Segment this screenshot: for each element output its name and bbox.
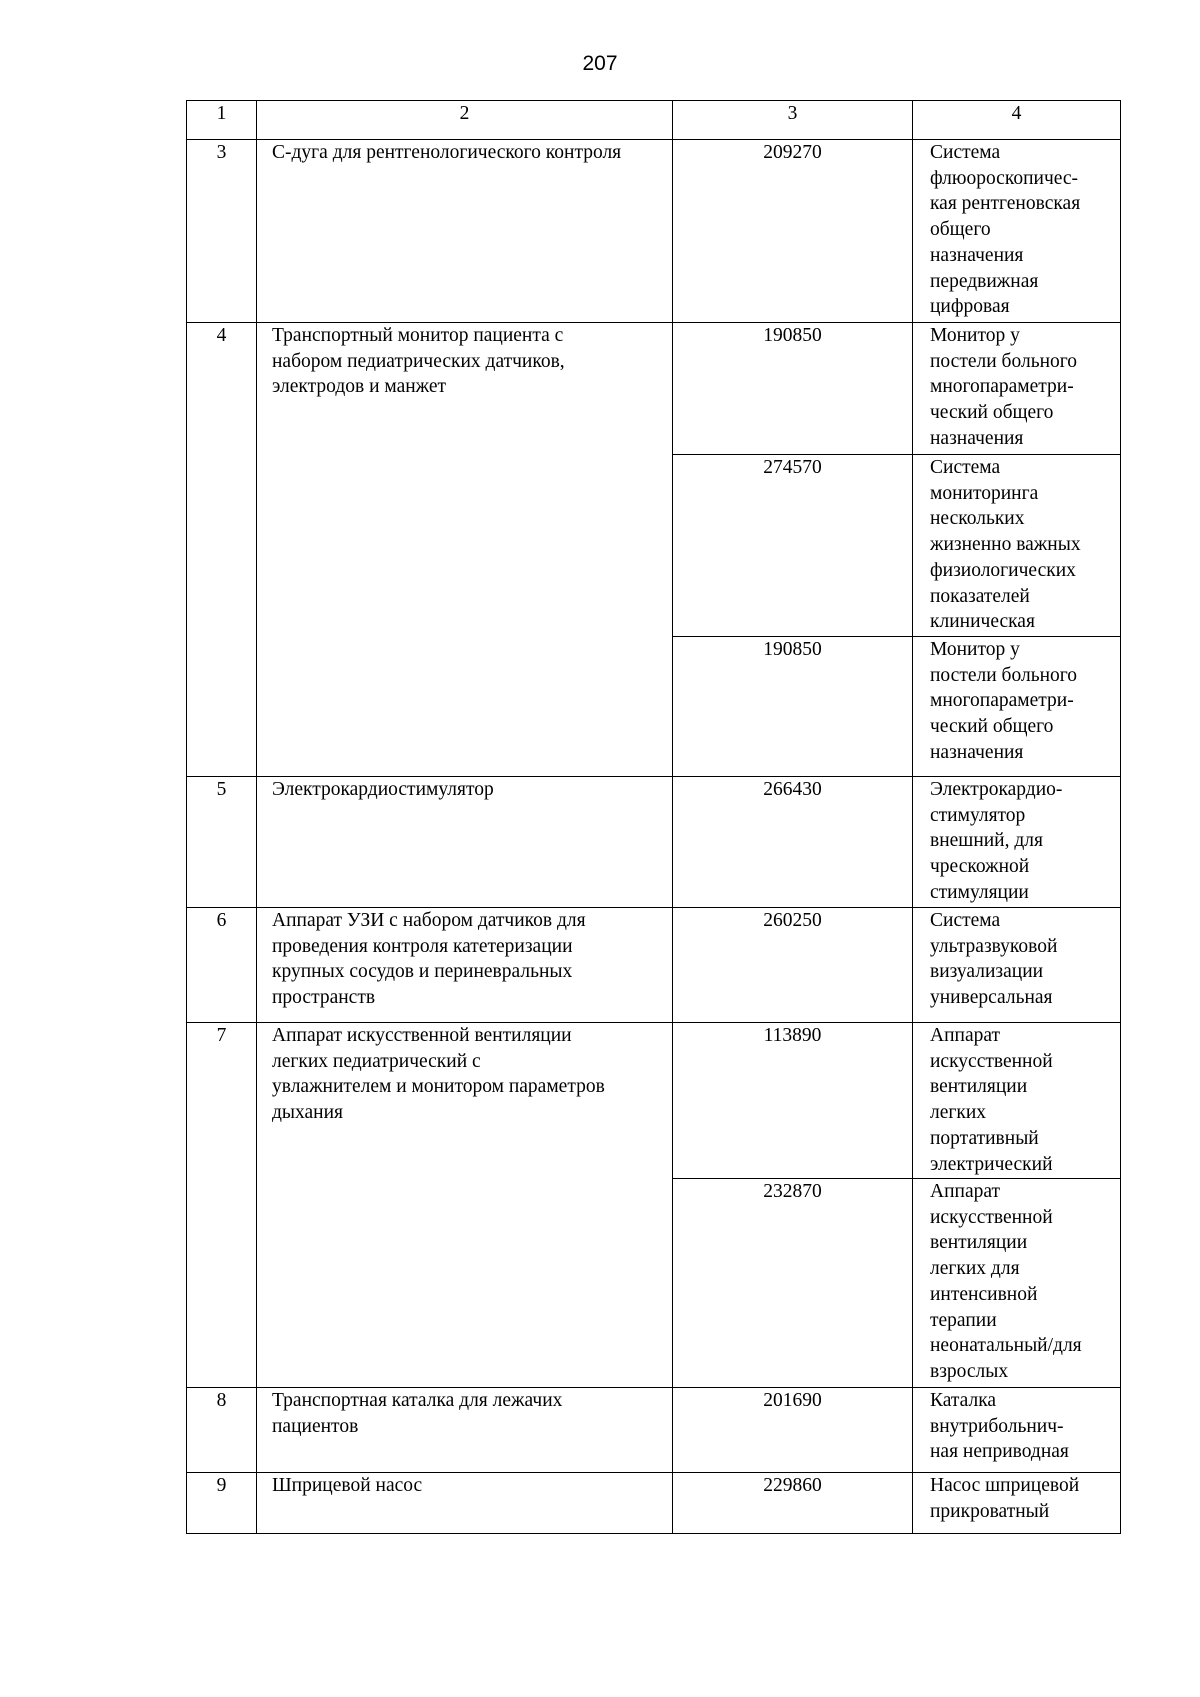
nomenclature-code: 260250 — [763, 910, 822, 931]
device-type: Монитор у постели больного многопараметри- ческий общего назначения — [930, 325, 1078, 449]
nomenclature-code-cell — [673, 1023, 913, 1179]
nomenclature-code-cell — [673, 777, 913, 908]
row-number-cell — [187, 140, 257, 323]
device-type-cell — [913, 777, 1121, 908]
device-type: Электрокардио- стимулятор внешний, для чрескожной стимуляции — [930, 779, 1063, 903]
device-type-cell — [913, 637, 1121, 777]
nomenclature-code: 274570 — [763, 457, 822, 478]
header-col-2: 2 — [257, 101, 673, 140]
page-number: 207 — [582, 52, 618, 75]
table-row — [187, 908, 1121, 1023]
row-number-cell — [187, 323, 257, 777]
device-type-cell — [913, 1023, 1121, 1179]
device-type: Система флюороскопичес- кая рентгеновская общего назначения передвижная цифровая — [930, 142, 1081, 318]
equipment-table — [186, 100, 1121, 1534]
row-number-cell — [187, 777, 257, 908]
row-number: 3 — [216, 142, 227, 163]
equipment-name-cell — [257, 908, 673, 1023]
equipment-name: Шприцевой насос — [272, 1475, 423, 1496]
equipment-name-cell — [257, 1473, 673, 1534]
table-row — [187, 323, 1121, 455]
nomenclature-code-cell — [673, 323, 913, 455]
device-type-cell — [913, 908, 1121, 1023]
device-type-cell — [913, 455, 1121, 637]
nomenclature-code-cell — [673, 1388, 913, 1473]
device-type: Каталка внутрибольнич- ная неприводная — [930, 1390, 1069, 1463]
table-row — [187, 1473, 1121, 1534]
nomenclature-code: 113890 — [763, 1025, 822, 1046]
nomenclature-code: 266430 — [763, 779, 822, 800]
equipment-name-cell — [257, 1388, 673, 1473]
row-number: 5 — [216, 779, 227, 800]
device-type: Система ультразвуковой визуализации универсальная — [930, 910, 1058, 1009]
equipment-name: Аппарат искусственной вентиляции легких педиатрический с увлажнителем и монитором параметров дыхания — [272, 1025, 605, 1124]
nomenclature-code: 190850 — [763, 325, 822, 346]
device-type: Аппарат искусственной вентиляции легких для интенсивной терапии неонатальный/для взрослых — [930, 1181, 1082, 1382]
header-col-4: 4 — [913, 101, 1121, 140]
table-row — [187, 777, 1121, 908]
device-type: Монитор у постели больного многопараметри- ческий общего назначения — [930, 639, 1078, 763]
nomenclature-code-cell — [673, 1473, 913, 1534]
device-type-cell — [913, 1473, 1121, 1534]
device-type-cell — [913, 1179, 1121, 1388]
equipment-name: Транспортный монитор пациента с набором педиатрических датчиков, электродов и манжет — [272, 325, 565, 398]
row-number: 8 — [216, 1390, 227, 1411]
row-number: 4 — [216, 325, 227, 346]
nomenclature-code-cell — [673, 455, 913, 637]
header-col-3: 3 — [673, 101, 913, 140]
equipment-name: Электрокардиостимулятор — [272, 779, 494, 800]
equipment-name-cell — [257, 777, 673, 908]
header-col-1: 1 — [187, 101, 257, 140]
equipment-name: Транспортная каталка для лежачих пациентов — [272, 1390, 563, 1437]
table-row — [187, 140, 1121, 323]
row-number-cell — [187, 1388, 257, 1473]
nomenclature-code: 201690 — [763, 1390, 822, 1411]
equipment-name: Аппарат УЗИ с набором датчиков для проведения контроля катетеризации крупных сосудов и периневральных пространств — [272, 910, 586, 1009]
device-type: Аппарат искусственной вентиляции легких портативный электрический — [930, 1025, 1053, 1175]
header-row — [187, 101, 1121, 140]
nomenclature-code-cell — [673, 140, 913, 323]
nomenclature-code-cell — [673, 908, 913, 1023]
row-number: 9 — [216, 1475, 227, 1496]
equipment-name-cell — [257, 1023, 673, 1388]
device-type-cell — [913, 1388, 1121, 1473]
device-type-cell — [913, 140, 1121, 323]
nomenclature-code: 209270 — [763, 142, 822, 163]
nomenclature-code: 229860 — [763, 1475, 822, 1496]
equipment-name-cell — [257, 140, 673, 323]
nomenclature-code: 190850 — [763, 639, 822, 660]
row-number-cell — [187, 1023, 257, 1388]
device-type: Насос шприцевой прикроватный — [930, 1475, 1080, 1522]
table-row — [187, 1023, 1121, 1179]
nomenclature-code: 232870 — [763, 1181, 822, 1202]
nomenclature-code-cell — [673, 637, 913, 777]
row-number: 7 — [216, 1025, 227, 1046]
device-type-cell — [913, 323, 1121, 455]
equipment-name: С-дуга для рентгенологического контроля — [272, 142, 622, 163]
row-number-cell — [187, 908, 257, 1023]
table-row — [187, 1388, 1121, 1473]
nomenclature-code-cell — [673, 1179, 913, 1388]
equipment-name-cell — [257, 323, 673, 777]
device-type: Система мониторинга нескольких жизненно важных физиологических показателей клиническая — [930, 457, 1081, 633]
row-number-cell — [187, 1473, 257, 1534]
row-number: 6 — [216, 910, 227, 931]
